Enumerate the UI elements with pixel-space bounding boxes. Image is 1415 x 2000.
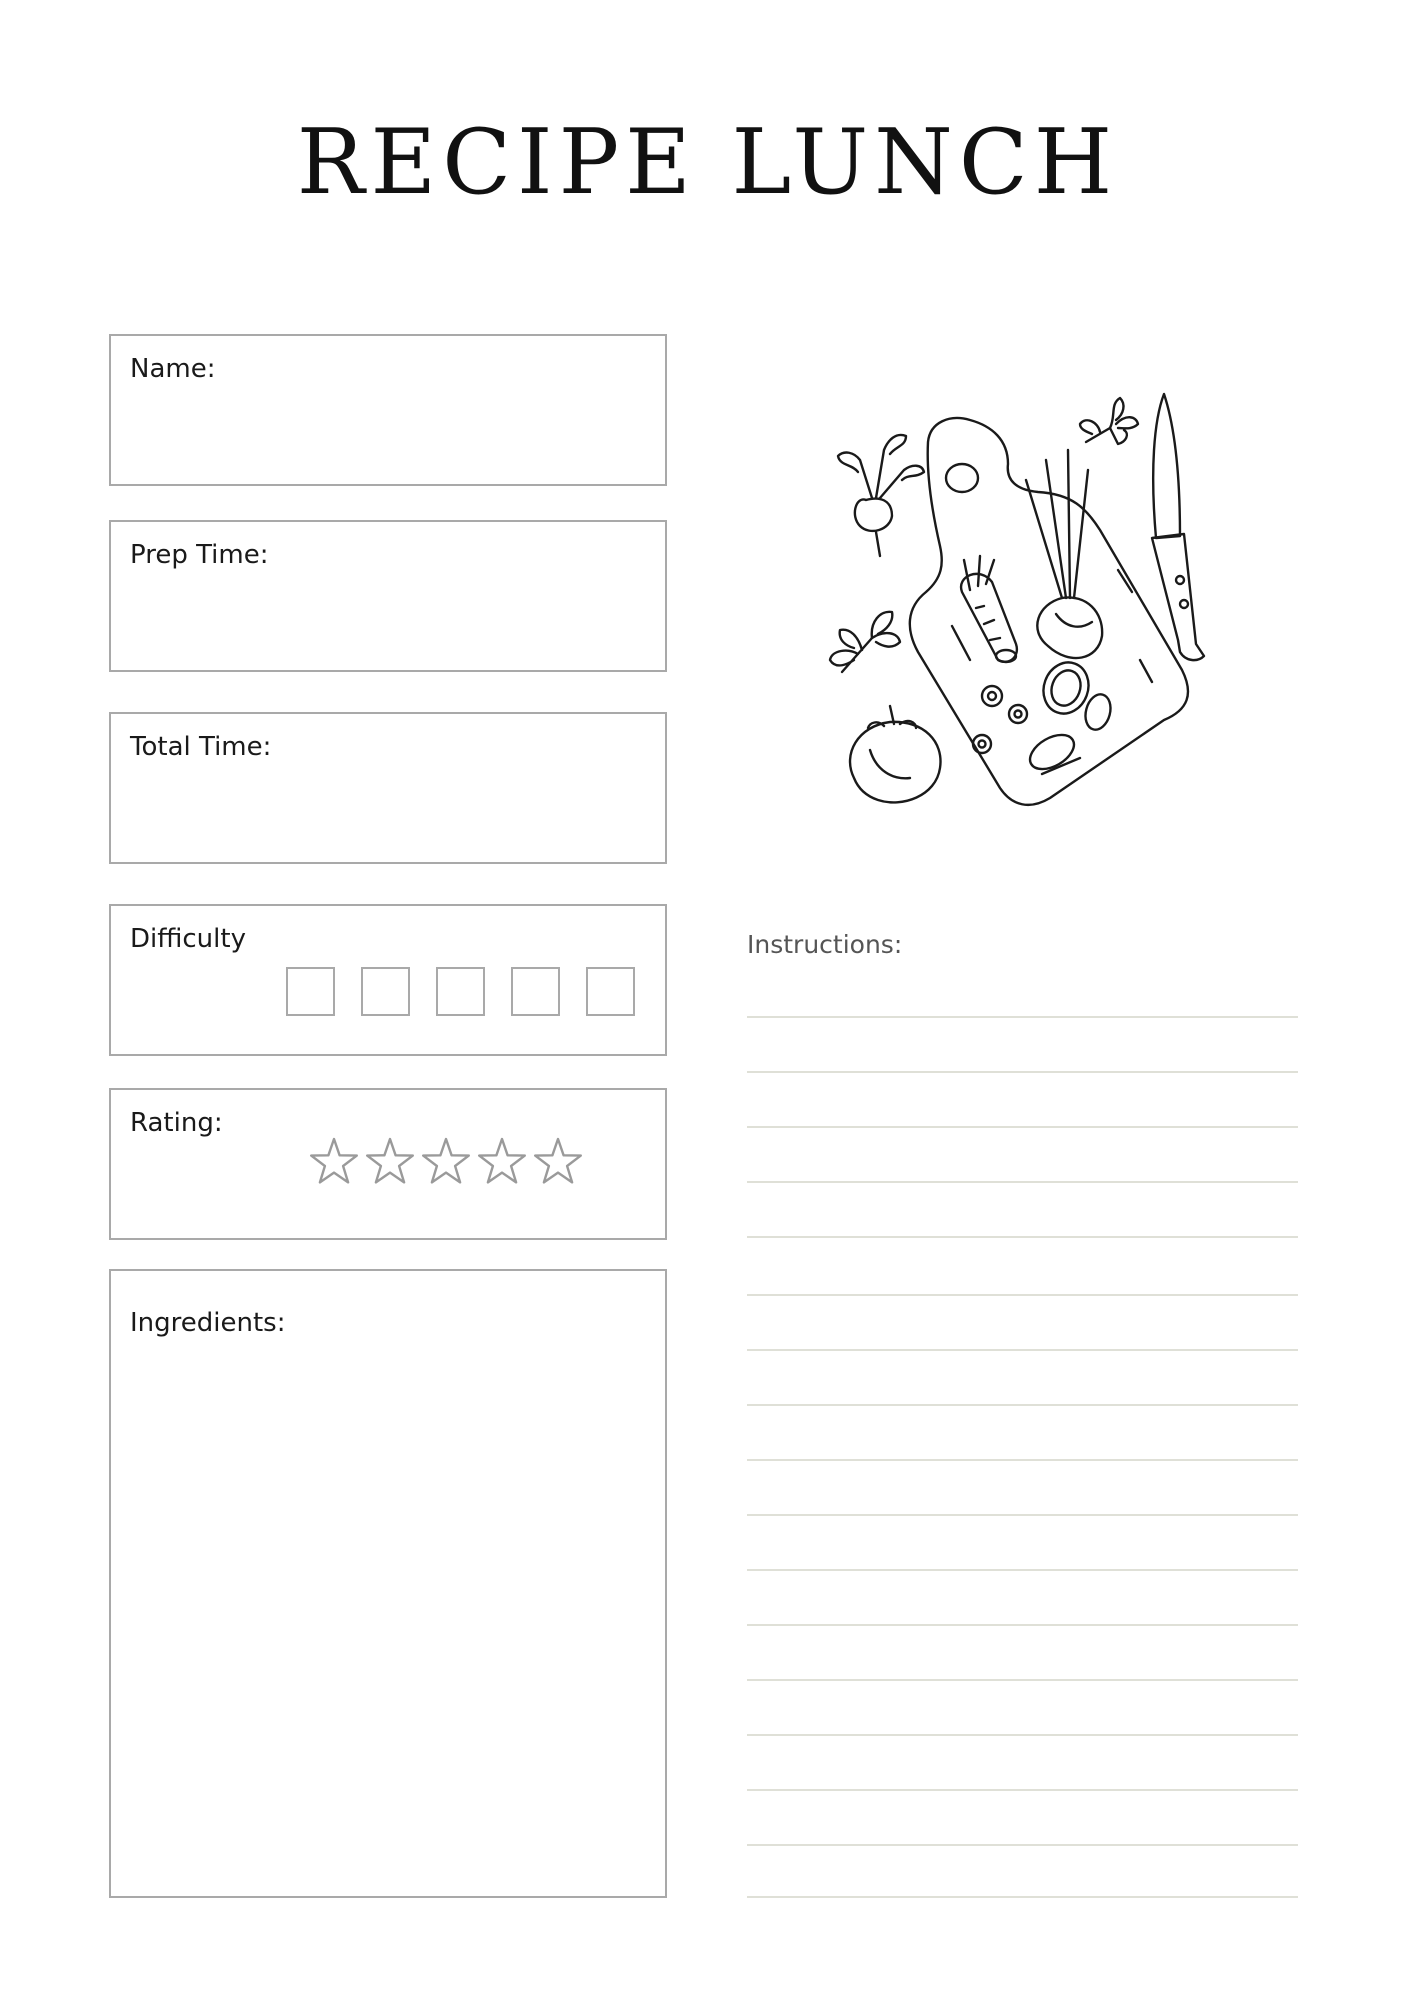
ingredients-label: Ingredients:	[130, 1308, 286, 1338]
instruction-line[interactable]	[747, 1349, 1298, 1351]
prep-time-field[interactable]	[109, 520, 667, 672]
instruction-line[interactable]	[747, 1071, 1298, 1073]
total-time-field[interactable]	[109, 712, 667, 864]
instruction-line[interactable]	[747, 1679, 1298, 1681]
rating-stars	[309, 1137, 589, 1189]
difficulty-label: Difficulty	[130, 924, 246, 954]
instruction-line[interactable]	[747, 1404, 1298, 1406]
star-icon[interactable]	[535, 1139, 581, 1182]
instruction-line[interactable]	[747, 1181, 1298, 1183]
radish-icon	[838, 435, 924, 556]
parsley-icon	[1080, 398, 1138, 444]
tomato-icon	[850, 706, 940, 802]
ingredients-field[interactable]	[109, 1269, 667, 1898]
knife-icon	[1152, 394, 1204, 660]
instruction-line[interactable]	[747, 1294, 1298, 1296]
page-title: RECIPE LUNCH	[296, 110, 1119, 215]
instruction-line[interactable]	[747, 1126, 1298, 1128]
instruction-line[interactable]	[747, 1569, 1298, 1571]
instruction-line[interactable]	[747, 1236, 1298, 1238]
rating-field	[109, 1088, 667, 1240]
total-time-label: Total Time:	[130, 732, 272, 762]
difficulty-checkbox-2[interactable]	[361, 967, 410, 1016]
name-label: Name:	[130, 354, 216, 384]
cutting-board-vegetables-illustration	[780, 360, 1260, 840]
difficulty-checkbox-1[interactable]	[286, 967, 335, 1016]
onion-icon	[1026, 450, 1102, 658]
difficulty-checkbox-3[interactable]	[436, 967, 485, 1016]
difficulty-checkbox-4[interactable]	[511, 967, 560, 1016]
carrot-icon	[961, 556, 1017, 662]
instruction-line[interactable]	[747, 1896, 1298, 1898]
star-icon[interactable]	[367, 1139, 413, 1182]
difficulty-field	[109, 904, 667, 1056]
instruction-line[interactable]	[747, 1734, 1298, 1736]
instruction-line[interactable]	[747, 1514, 1298, 1516]
parsley-icon	[830, 612, 900, 672]
star-icon[interactable]	[479, 1139, 525, 1182]
instructions-label: Instructions:	[747, 930, 903, 959]
prep-time-label: Prep Time:	[130, 540, 269, 570]
instruction-line[interactable]	[747, 1016, 1298, 1018]
instruction-line[interactable]	[747, 1844, 1298, 1846]
instruction-line[interactable]	[747, 1789, 1298, 1791]
star-icon[interactable]	[311, 1139, 357, 1182]
name-field[interactable]	[109, 334, 667, 486]
rating-label: Rating:	[130, 1108, 223, 1138]
instruction-line[interactable]	[747, 1624, 1298, 1626]
star-icon[interactable]	[423, 1139, 469, 1182]
instruction-line[interactable]	[747, 1459, 1298, 1461]
difficulty-checkbox-5[interactable]	[586, 967, 635, 1016]
vegetable-slices-icon	[973, 656, 1114, 776]
